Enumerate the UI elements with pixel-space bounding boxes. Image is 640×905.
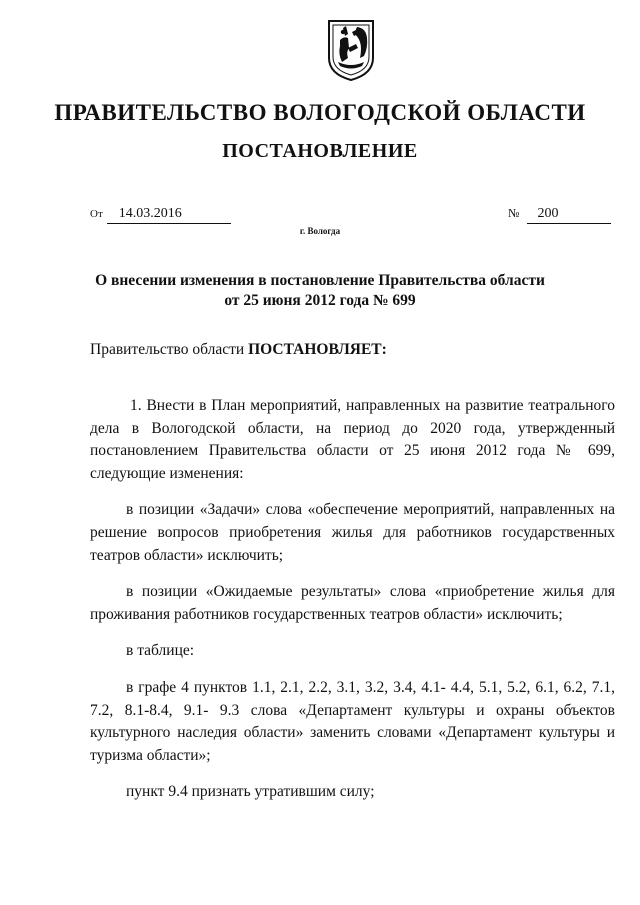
document-body (90, 395, 615, 818)
paragraph-item-9-4: пункт 9.4 признать утратившим силу; (126, 783, 375, 801)
preamble-text: Правительство области (90, 341, 249, 358)
paragraph-expected-results: в позиции «Ожидаемые результаты» слова «приобретение жилья для проживания работников государственных театров области» исключить; (90, 583, 615, 623)
document-date: 14.03.2016 (107, 206, 231, 224)
document-type: ПОСТАНОВЛЕНИЕ (222, 140, 418, 162)
paragraph-column-4: в графе 4 пунктов 1.1, 2.1, 2.2, 3.1, 3.2, 3.4, 4.1- 4.4, 5.1, 5.2, 6.1, 6.2, 7.1, 7.2, 8.1-8.4, 9.1- 9.3 слова «Департамент культуры и охраны объектов культурного наследия области» заменить словами «Департамент культуры и туризма области»; (90, 678, 615, 764)
document-subject (60, 271, 580, 311)
organization-name: ПРАВИТЕЛЬСТВО ВОЛОГОДСКОЙ ОБЛАСТИ (54, 100, 586, 125)
paragraph-item-1: 1. Внести в План мероприятий, направленных на развитие театрального дела в Вологодской области, на период до 2020 года, утвержденный постановлением Правительства области от 25 июня 2012 года № 699, следующие изменения: (90, 397, 615, 482)
preamble-resolves: ПОСТАНОВЛЯЕТ: (248, 341, 387, 358)
subject-line-1: О внесении изменения в постановление Правительства области (95, 272, 545, 289)
city-label: г. Вологда (299, 226, 341, 236)
paragraph-in-table: в таблице: (126, 642, 195, 660)
subject-line-2: от 25 июня 2012 года № 699 (224, 292, 416, 309)
paragraph-tasks: в позиции «Задачи» слова «обеспечение мероприятий, направленных на решение вопросов приобретения жилья для работников государственных театров области» исключить; (90, 501, 615, 564)
date-field (90, 206, 231, 224)
number-prefix: № (508, 206, 520, 220)
document-number: 200 (527, 206, 611, 224)
date-prefix: От (90, 208, 103, 220)
coat-of-arms-icon (326, 18, 376, 82)
preamble (90, 341, 387, 359)
number-field (508, 206, 611, 224)
